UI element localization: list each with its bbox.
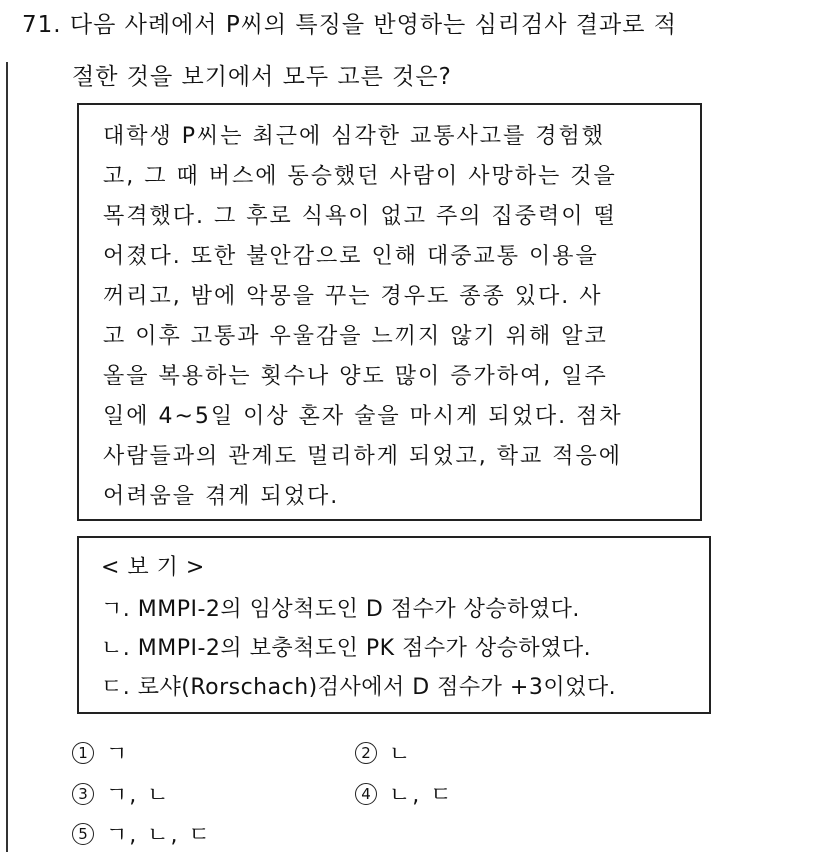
- case-line: 대학생 P씨는 최근에 심각한 교통사고를 경험했: [103, 124, 606, 149]
- left-margin-rule: [6, 62, 8, 852]
- bogi-item: ㄷ. 로샤(Rorschach)검사에서 D 점수가 +3이었다.: [101, 675, 617, 700]
- question-line-2: 절한 것을 보기에서 모두 고른 것은?: [72, 64, 452, 90]
- answer-option-1[interactable]: [72, 737, 129, 768]
- option-number: 1: [72, 742, 94, 764]
- answer-option-2[interactable]: [355, 737, 412, 768]
- answer-option-5[interactable]: [72, 818, 212, 849]
- option-text: ㄱ, ㄴ: [106, 783, 171, 808]
- option-text: ㄱ, ㄴ, ㄷ: [106, 823, 212, 848]
- case-line: 꺼리고, 밤에 악몽을 꾸는 경우도 종종 있다. 사: [103, 284, 603, 309]
- option-text: ㄴ, ㄷ: [389, 783, 454, 808]
- case-line: 고, 그 때 버스에 동승했던 사람이 사망하는 것을: [103, 164, 617, 189]
- option-number: 5: [72, 823, 94, 845]
- option-number: 4: [355, 783, 377, 805]
- option-number: 3: [72, 783, 94, 805]
- question-line-1: 71. 다음 사례에서 P씨의 특징을 반영하는 심리검사 결과로 적: [22, 12, 677, 38]
- bogi-item: ㄱ. MMPI-2의 임상척도인 D 점수가 상승하였다.: [101, 597, 580, 622]
- case-line: 어졌다. 또한 불안감으로 인해 대중교통 이용을: [103, 244, 599, 269]
- answer-option-4[interactable]: [355, 778, 454, 809]
- option-text: ㄱ: [106, 742, 130, 767]
- case-line: 고 이후 고통과 우울감을 느끼지 않기 위해 알코: [103, 324, 608, 349]
- answer-option-3[interactable]: [72, 778, 171, 809]
- bogi-title: < 보 기 >: [101, 555, 205, 580]
- case-box: [77, 103, 702, 521]
- case-line: 어려움을 겪게 되었다.: [103, 484, 340, 509]
- case-line: 목격했다. 그 후로 식욕이 없고 주의 집중력이 떨: [103, 204, 617, 229]
- bogi-item: ㄴ. MMPI-2의 보충척도인 PK 점수가 상승하였다.: [101, 636, 592, 661]
- case-line: 일에 4~5일 이상 혼자 술을 마시게 되었다. 점차: [103, 404, 623, 429]
- case-line: 올을 복용하는 횟수나 양도 많이 증가하여, 일주: [103, 364, 608, 389]
- case-line: 사람들과의 관계도 멀리하게 되었고, 학교 적응에: [103, 444, 623, 469]
- bogi-box: [77, 536, 711, 714]
- option-number: 2: [355, 742, 377, 764]
- option-text: ㄴ: [389, 742, 413, 767]
